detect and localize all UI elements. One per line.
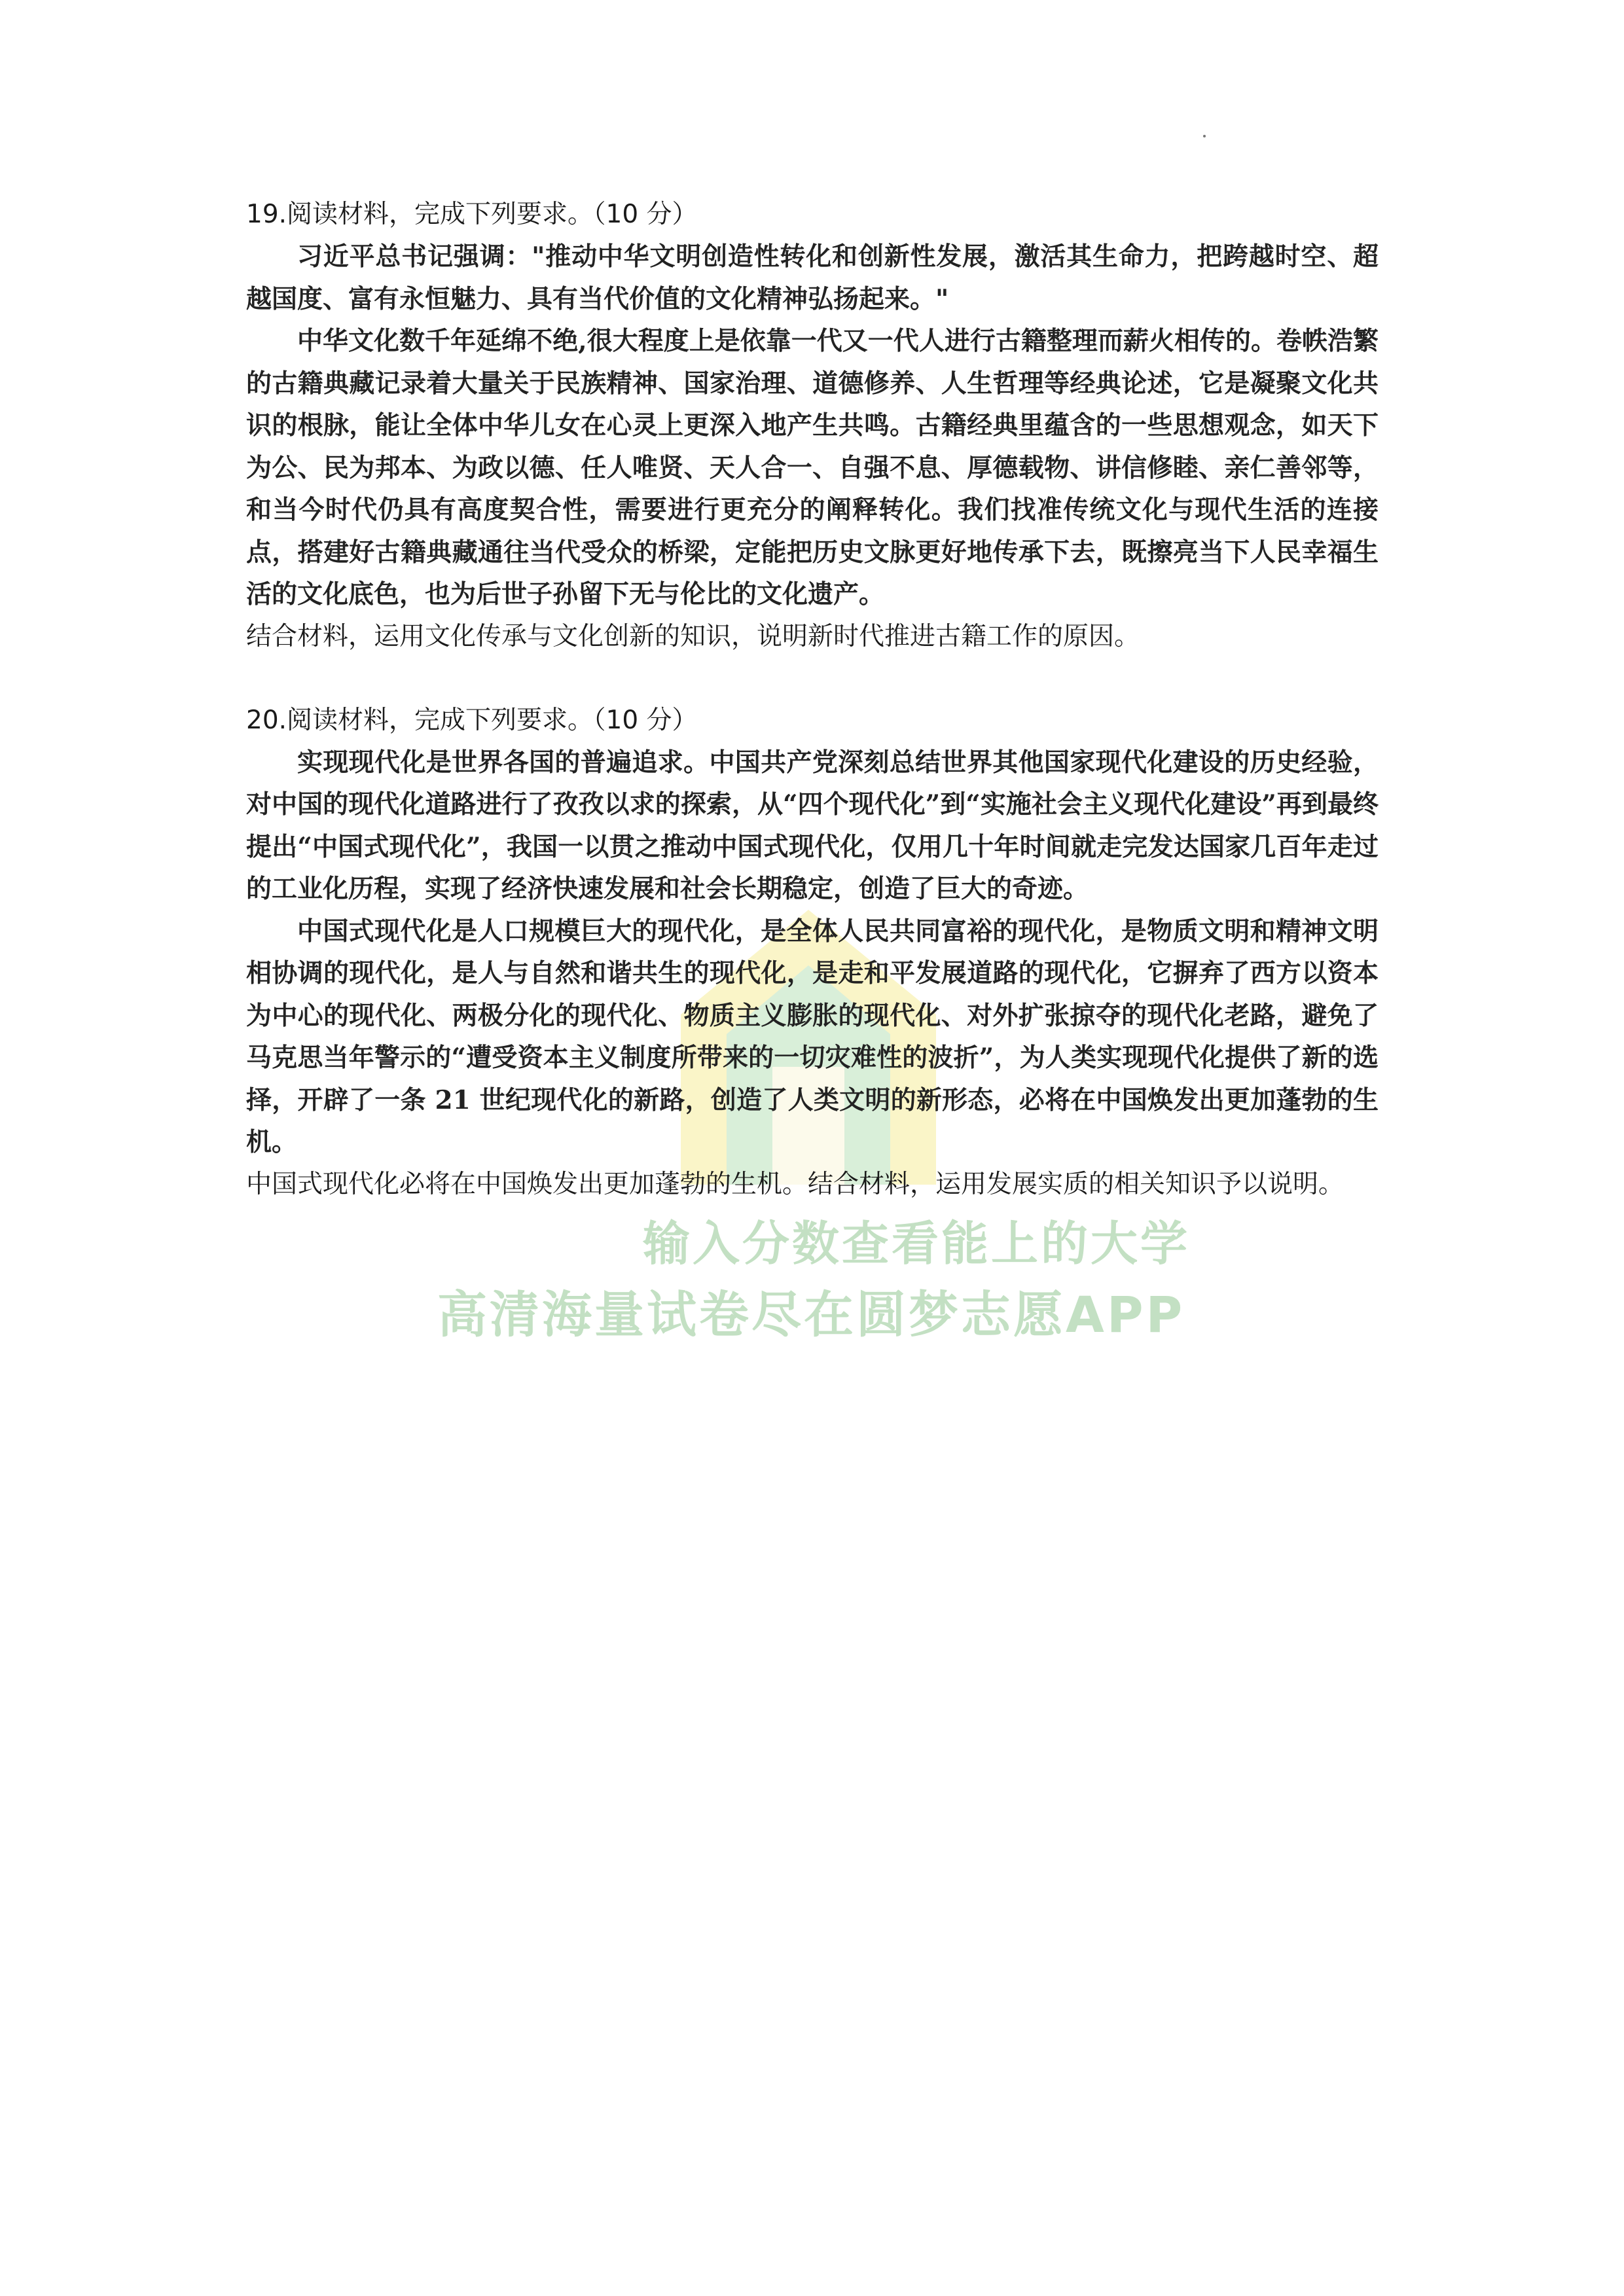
- question-task: 中国式现代化必将在中国焕发出更加蓬勃的生机。结合材料，运用发展实质的相关知识予以说明。: [246, 1169, 1344, 1199]
- exam-content: [246, 194, 1379, 1206]
- material-paragraph: 习近平总书记强调："推动中华文明创造性转化和创新性发展，激活其生命力，把跨越时空、超越国度、富有永恒魅力、具有当代价值的文化精神弘扬起来。": [246, 242, 1379, 314]
- material-paragraph: 中国式现代化是人口规模巨大的现代化，是全体人民共同富裕的现代化，是物质文明和精神文明相协调的现代化，是人与自然和谐共生的现代化，是走和平发展道路的现代化，它摒弃了西方以资本为中心的现代化、两极分化的现代化、物质主义膨胀的现代化、对外扩张掠夺的现代化老路，避免了马克思当年警示的“遭受资本主义制度所带来的一切灾难性的波折”，为人类实现现代化提供了新的选择，开辟了一条 21 世纪现代化的新路，创造了人类文明的新形态，必将在中国焕发出更加蓬勃的生机。: [246, 916, 1379, 1157]
- material-paragraph: 实现现代化是世界各国的普遍追求。中国共产党深刻总结世界其他国家现代化建设的历史经验，对中国的现代化道路进行了孜孜以求的探索，从“四个现代化”到“实施社会主义现代化建设”再到最终提出“中国式现代化”，我国一以贯之推动中国式现代化，仅用几十年时间就走完发达国家几百年走过的工业化历程，实现了经济快速发展和社会长期稳定，创造了巨大的奇迹。: [246, 747, 1379, 904]
- question-task: 结合材料，运用文化传承与文化创新的知识，说明新时代推进古籍工作的原因。: [246, 621, 1140, 651]
- question-19: [246, 194, 1379, 658]
- question-title: 19.阅读材料，完成下列要求。（10 分）: [246, 200, 698, 229]
- material-paragraph: 中华文化数千年延绵不绝,很大程度上是依靠一代又一代人进行古籍整理而薪火相传的。卷帙浩繁的古籍典藏记录着大量关于民族精神、国家治理、道德修养、人生哲理等经典论述，它是凝聚文化共识的根脉，能让全体中华儿女在心灵上更深入地产生共鸣。古籍经典里蕴含的一些思想观念，如天下为公、民为邦本、为政以德、任人唯贤、天人合一、自强不息、厚德载物、讲信修睦、亲仁善邻等，和当今时代仍具有高度契合性，需要进行更充分的阐释转化。我们找准传统文化与现代生活的连接点，搭建好古籍典藏通往当代受众的桥梁，定能把历史文脉更好地传承下去，既擦亮当下人民幸福生活的文化底色，也为后世子孙留下无与伦比的文化遗产。: [246, 326, 1379, 609]
- watermark-text-line2: 高清海量试卷尽在圆梦志愿APP: [437, 1285, 1185, 1344]
- section-gap: [246, 658, 1379, 700]
- scan-dot: [1203, 135, 1206, 137]
- watermark-text-line1: 输入分数查看能上的大学: [643, 1216, 1191, 1271]
- question-20: [246, 700, 1379, 1206]
- question-title: 20.阅读材料，完成下列要求。（10 分）: [246, 705, 698, 735]
